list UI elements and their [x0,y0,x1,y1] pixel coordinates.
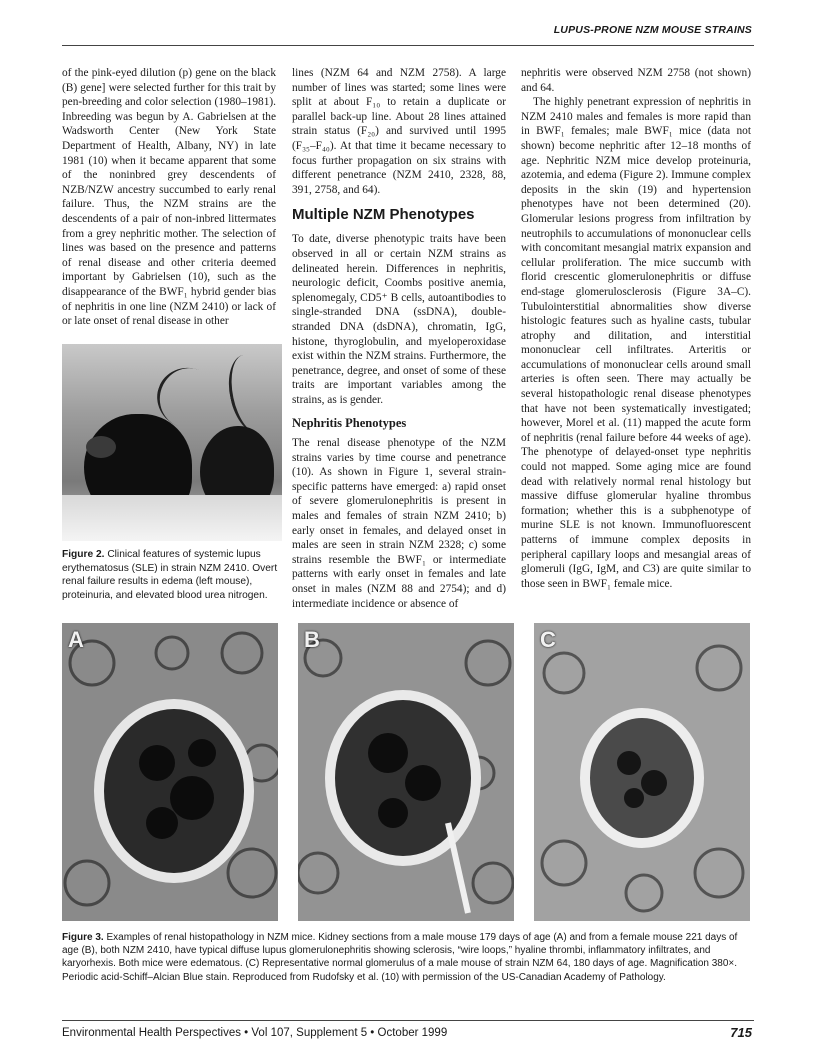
figure-2-photo [62,344,282,541]
figure-2-label: Figure 2. [62,549,105,560]
section-heading: Multiple NZM Phenotypes [292,206,475,224]
panel-label-b: B [304,627,320,652]
col2-paragraph-1: lines (NZM 64 and NZM 2758). A large number of lines was started; some lines were split at about F₁₀ to retain a duplicate or parallel back-up line. About 28 lines attained strain status (F₂₀) and survived until 1995 (F₃₅–F₄₀). At that time it became necessary to focus further propagation on six strains with different penetrance (NZM 2410, 2328, 88, 391, 2758, and 64). [292,67,506,196]
micrograph-b-image [298,623,514,921]
micrograph-b [298,623,514,921]
micrograph-c-image [534,623,750,921]
figure-3-caption [62,931,756,984]
figure-3-label: Figure 3. [62,932,104,943]
column-3 [521,66,751,591]
mouse-tail-right [222,350,281,437]
panel-label-a: A [68,627,84,652]
column-2 [292,66,506,611]
col3-paragraph-2: The highly penetrant expression of nephritis in NZM 2410 males and females is more rapid than in BWF₁ females; male BWF₁ mice (data not shown) become nephritic after 12–18 months of age. Nephritic NZM mice develop proteinuria, azotemia, and edema (Figure 2). Immune complex deposits in the skin (19) and hypertension phenotypes have not been determined (20). Glomerular lesions progress from infiltration by neutrophils to accumulations of mononuclear cells with concomitant mesangial matrix expansion and cellular proliferation. The mice succumb with florid crescentic glomerulonephritis or diffuse end-stage glomerulosclerosis (Figure 3A–C). Tubulointerstitial abnormalities show diverse histologic features such as hyaline casts, tubular atrophy and dilitation, and interstitial mononuclear cell infiltrates. Arteritis or accumulations of mononuclear cells around small arteries is often seen. There may actually be several histopathologic renal disease phenotypes that have not been systematically investigated; however, Morel et al. (11) mapped the acute form of nephritis (renal failure before 44 weeks of age). The phenotype of delayed-onset type nephritis could not mapped. Some aging mice are found dead with relatively normal renal histology but massive diffuse glomerular hyaline thrombus formation; whether this is a subphenotype of murine SLE is not known. Immunofluorescent patterns of immune complex deposits in peripheral capillary loops and mesangial areas of glomeruli (IgG, IgM, and C3) are quite similar to those seen in BWF₁ female mice. [521,96,751,590]
figure-2-caption-text: Clinical features of systemic lupus erythematosus (SLE) in strain NZM 2410. Overt renal failure results in edema (left mouse), proteinuria, and elevated blood urea nitrogen. [62,549,278,601]
footer-rule [62,1020,754,1021]
header-rule [62,45,754,46]
page-number: 715 [730,1025,752,1040]
col2-paragraph-3: The renal disease phenotype of the NZM strains varies by time course and penetrance (10). As shown in Figure 1, several strain-specific patterns have emerged: a) rapid onset of severe glomerulonephritis is present in males and females of strain NZM 2410; b) early onset in females, and delayed onset in males are seen in strain NZM 2328; c) some strains resemble the BWF₁ or intermediate patterns with early onset in females and late onset in males (NZM 88 and 2754); and d) intermediate incidence or absence of [292,437,506,610]
column-1 [62,66,276,329]
col3-paragraph-1: nephritis were observed NZM 2758 (not shown) and 64. [521,67,751,94]
figure-3-caption-text: Examples of renal histopathology in NZM mice. Kidney sections from a male mouse 179 days of age (A) and from a female mouse 221 days of age (B), both NZM 2410, have typical diffuse lupus glomerulonephritis showing sclerosis, “wire loops,” hyaline thrombi, inflammatory infiltrates, and karyorhexis. Both mice were edematous. (C) Representative normal glomerulus of a male mouse of strain NZM 64, 180 days of age. Magnification 380×. Periodic acid-Schiff–Alcian Blue stain. Reproduced from Rudofsky et al. (10) with permission of the US-Canadian Academy of Pathology. [62,932,738,983]
col1-paragraph-1: of the pink-eyed dilution (p) gene on the black (B) gene] were selected further for this trait by pen-breeding and color selection (1980–1981). Inbreeding was begun by A. Gabrielsen at the Wadsworth Center (New York State Department of Health, Albany, NY) in late 1981 (10) when it became apparent that some of the noninbred grey descendents of NZB/NZW ancestry succumbed to early renal failure. Thus, the NZM strains are the descendents of a pair of non-inbred littermates from a grey nephritic mother. The selection of lines was based on the presence and patterns of renal disease and other criteria deemed important by Gabrielsen (10), such as the disappearance of the BWF₁ hybrid gender bias of nephritis in one line (NZM 2410) or lack of or late onset of renal disease in other [62,67,276,328]
journal-citation: Environmental Health Perspectives • Vol 107, Supplement 5 • October 1999 [62,1027,448,1039]
panel-label-c: C [540,627,556,652]
col2-paragraph-2: To date, diverse phenotypic traits have been observed in all or certain NZM strains as delineated herein. Differences in nephritis, neurologic deficit, Coombs positive anemia, splenomegaly, CD5⁺ B cells, autoantibodies to single-stranded DNA (ssDNA), double-stranded DNA (dsDNA), chromatin, IgG, histone, thyroglobulin, and myeloperoxidase exist within the NZM strains. Furthermore, the penetrance, degree, and onset of some of these traits are important variables among the strains, as is gender. [292,233,506,406]
micrograph-a-image [62,623,278,921]
running-title: LUPUS-PRONE NZM MOUSE STRAINS [553,24,752,36]
subsection-heading: Nephritis Phenotypes [292,416,407,431]
mouse-ear [86,436,116,458]
micrograph-a [62,623,278,921]
micrograph-c [534,623,750,921]
figure-2-caption [62,548,280,602]
photo-ground [62,495,282,541]
